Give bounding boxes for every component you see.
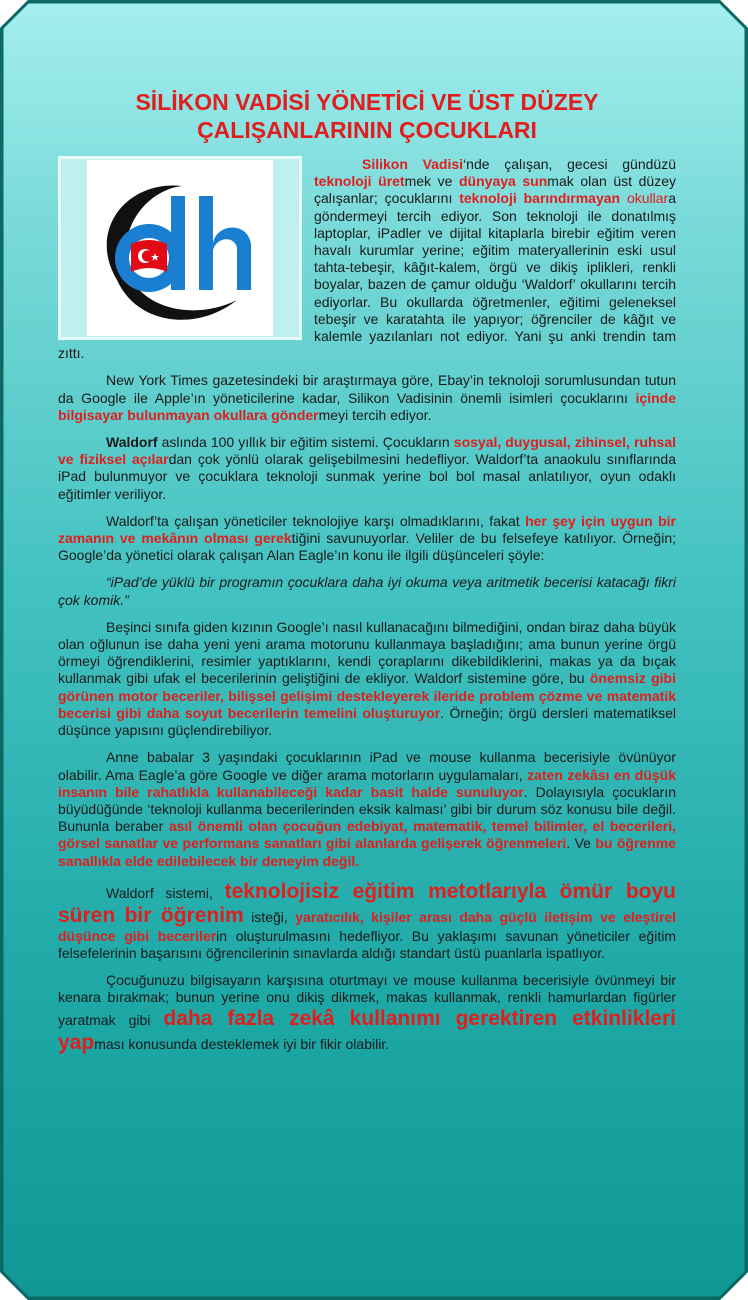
dh-logo-icon xyxy=(87,160,273,336)
paragraph-2: New York Times gazetesindeki bir araştırmaya göre, Ebay’in teknoloji sorumlusundan tutun da Google ile Apple’ın yöneticilerine kadar, Silikon Vadisinin önemli isimleri çocuklarını içinde bilgisayar bulunmayan okullara göndermeyi tercih ediyor. xyxy=(58,372,676,423)
paragraph-6: Anne babalar 3 yaşındaki çocuklarının iPad ve mouse kullanma becerisiyle övünüyor olabilir. Ama Eagle’a göre Google ve diğer arama motorların uygulamaları, zaten zekâsı en düşük insanın bile rahatlıkla kullanabileceği kadar basit halde sunuluyor. Dolayısıyla çocukların büyüdüğünde ‘teknoloji kullanma becerilerinden eksik kalması’ gibi bir durum söz konusu bile değil. Bununla beraber asıl önemli olan çocuğun edebiyat, matematik, temel bilimler, el becerileri, görsel sanatlar ve performans sanatları gibi alanlarda gelişerek öğrenmeleri. Ve bu öğrenme sanallıkla elde edilebilecek bir deneyim değil. xyxy=(58,749,676,869)
paragraph-5: Beşinci sınıfa giden kızının Google’ı nasıl kullanacağını bilmediğini, ondan biraz daha büyük olan oğlunun ise daha yeni yeni arama motorunu kullanmaya başladığını; ama bunun yerine örgü örmeyi öğrendiklerini, resimler yaptıklarını, kendi çoraplarını dikebildiklerini, makas ya da bıçak kullanmak gibi ufak el becerilerinin geliştiğini de ekliyor. Waldorf sistemine göre, bu önemsiz gibi görünen motor beceriler, bilişsel gelişimi destekleyerek ileride problem çözme ve matematik becerisi gibi daha soyut becerilerin temelini oluşturuyor. Örneğin; örgü dersleri matematiksel düşünce yapısını güçlendirebiliyor. xyxy=(58,618,676,739)
paragraph-4: Waldorf’ta çalışan yöneticiler teknolojiye karşı olmadıklarını, fakat her şey için uygun bir zamanın ve mekânın olması gerektiğini savunuyorlar. Veliler de bu felsefeye katılıyor. Örneğin; Google’da yönetici olarak çalışan Alan Eagle’ın konu ile ilgili düşünceleri şöyle: xyxy=(58,512,676,564)
logo-frame xyxy=(58,156,302,340)
paragraph-1: Silikon Vadisi‘nde çalışan, gecesi gündüzü teknoloji üretmek ve dünyaya sunmak olan üst düzey çalışanlar; çocuklarını teknoloji barındırmayan okullara göndermeyi tercih ediyor. Son teknoloji ile donatılmış laptoplar, iPadler ve dijital kitaplarla birebir eğitim veren havalı kurumlar yerine; eğitim materyallerinin eski usul tahta-tebeşir, kâğıt-kalem, örgü ve dikiş iplikleri, renkli boyalar, bazen de çamur olduğu ‘Waldorf’ okullarını tercih ediyorlar. Bu okullarda öğretmenler, eğitimi geleneksel tebeşir ve karatahta ile yapıyor; öğrenciler de kâğıt ve kalemle yazılanları not ediyor. Yani şu anki trendin tam zıttı. xyxy=(58,156,676,362)
article-title: SİLİKON VADİSİ YÖNETİCİ VE ÜST DÜZEY ÇALIŞANLARININ ÇOCUKLARI xyxy=(135,89,599,143)
quote: “iPad’de yüklü bir programın çocuklara daha iyi okuma veya aritmetik becerisi katacağı fikri çok komik.” xyxy=(58,574,676,608)
paragraph-7: Waldorf sistemi, teknolojisiz eğitim metotlarıyla ömür boyu süren bir öğrenim isteği, yaratıcılık, kişiler arası daha güçlü iletişim ve eleştirel düşünce gibi becerilerin oluşturulmasını hedefliyor. Bu yaklaşımı savunan yöneticiler eğitim felsefelerinin başarısını öğrencilerinin sınavlarda aldığı standart üstü puanlarla ispatlıyor. xyxy=(58,879,676,961)
paragraph-8: Çocuğunuzu bilgisayarın karşısına oturtmayı ve mouse kullanma becerisiyle övünmeyi bir kenara bırakmak; bunun yerine onu dikiş dikmek, makas kullanmak, renkli hamurlardan figürler yaratmak gibi daha fazla zekâ kullanımı gerektiren etkinlikleri yapması konusunda desteklemek iyi bir fikir olabilir. xyxy=(58,972,676,1054)
paragraph-3: Waldorf aslında 100 yıllık bir eğitim sistemi. Çocukların sosyal, duygusal, zihinsel, ruhsal ve fiziksel açılardan çok yönlü olarak gelişebilmesini hedefliyor. Waldorf’ta anaokulu sınıflarında iPad bulunmuyor ve çocuklara teknoloji sunmak yerine bol bol masal anlatılıyor, oyun odaklı eğitimler veriliyor. xyxy=(58,434,677,502)
article xyxy=(58,88,676,1065)
